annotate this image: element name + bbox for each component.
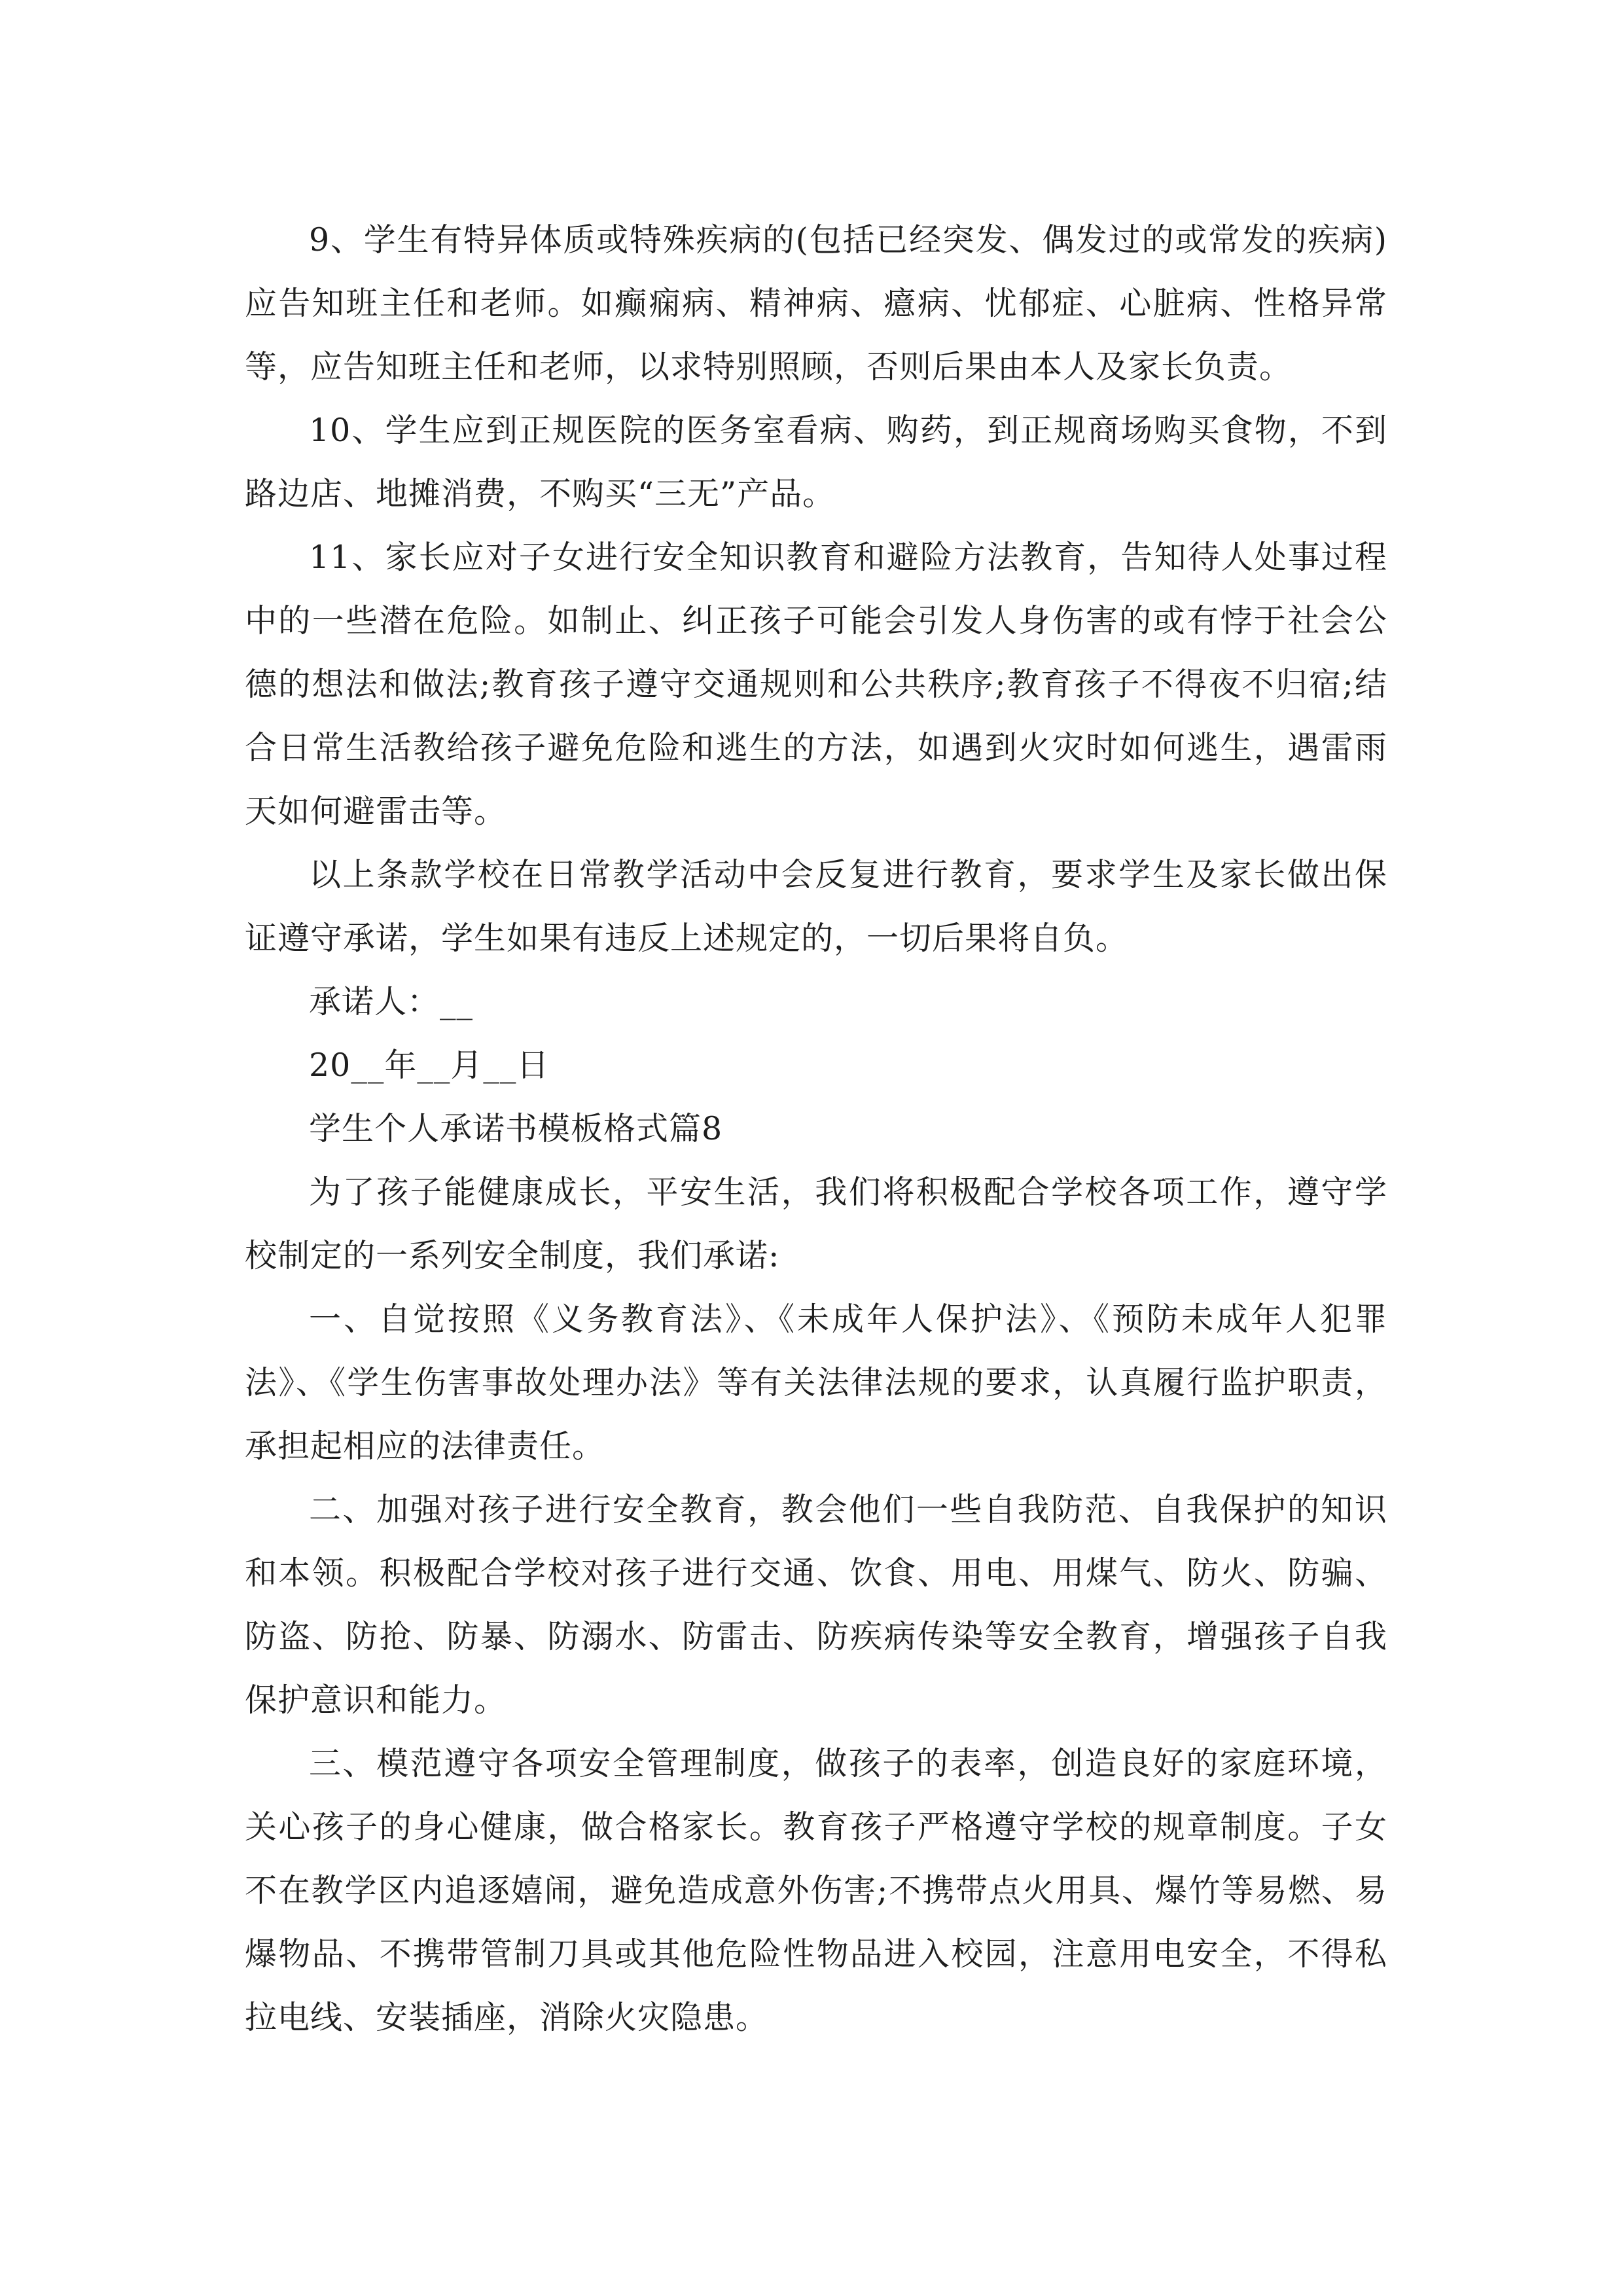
paragraph-pledge-3: 三、模范遵守各项安全管理制度，做孩子的表率，创造良好的家庭环境，关心孩子的身心健康，做合格家长。教育孩子严格遵守学校的规章制度。子女不在教学区内追逐嬉闹，避免造成意外伤害;不携带点火用具、爆竹等易燃、易爆物品、不携带管制刀具或其他危险性物品进入校园，注意用电安全，不得私拉电线、安装插座，消除火灾隐患。: [245, 1745, 1387, 2036]
paragraph-intro: 为了孩子能健康成长，平安生活，我们将积极配合学校各项工作，遵守学校制定的一系列安全制度，我们承诺:: [245, 1174, 1387, 1274]
paragraph-summary: 以上条款学校在日常教学活动中会反复进行教育，要求学生及家长做出保证遵守承诺，学生如果有违反上述规定的，一切后果将自负。: [245, 856, 1387, 957]
document-body: [245, 208, 1387, 2049]
paragraph-pledge-1: 一、自觉按照《义务教育法》、《未成年人保护法》、《预防未成年人犯罪法》、《学生伤害事故处理办法》等有关法律法规的要求，认真履行监护职责，承担起相应的法律责任。: [245, 1300, 1387, 1465]
signer-line: 承诺人：__: [309, 983, 474, 1020]
paragraph-pledge-2: 二、加强对孩子进行安全教育，教会他们一些自我防范、自我保护的知识和本领。积极配合学校对孩子进行交通、饮食、用电、用煤气、防火、防骗、防盗、防抢、防暴、防溺水、防雷击、防疾病传染等安全教育，增强孩子自我保护意识和能力。: [245, 1491, 1387, 1719]
section-title: 学生个人承诺书模板格式篇8: [309, 1110, 723, 1147]
date-line: 20__年__月__日: [309, 1047, 550, 1084]
paragraph-item-10: 10、学生应到正规医院的医务室看病、购药，到正规商场购买食物，不到路边店、地摊消费，不购买“三无”产品。: [245, 412, 1387, 512]
paragraph-item-11: 11、家长应对子女进行安全知识教育和避险方法教育，告知待人处事过程中的一些潜在危险。如制止、纠正孩子可能会引发人身伤害的或有悖于社会公德的想法和做法;教育孩子遵守交通规则和公共秩序;教育孩子不得夜不归宿;结合日常生活教给孩子避免危险和逃生的方法，如遇到火灾时如何逃生，遇雷雨天如何避雷击等。: [245, 539, 1387, 830]
paragraph-item-9: 9、学生有特异体质或特殊疾病的(包括已经突发、偶发过的或常发的疾病)应告知班主任和老师。如癫痫病、精神病、癔病、忧郁症、心脏病、性格异常等，应告知班主任和老师，以求特别照顾，否则后果由本人及家长负责。: [245, 221, 1387, 386]
